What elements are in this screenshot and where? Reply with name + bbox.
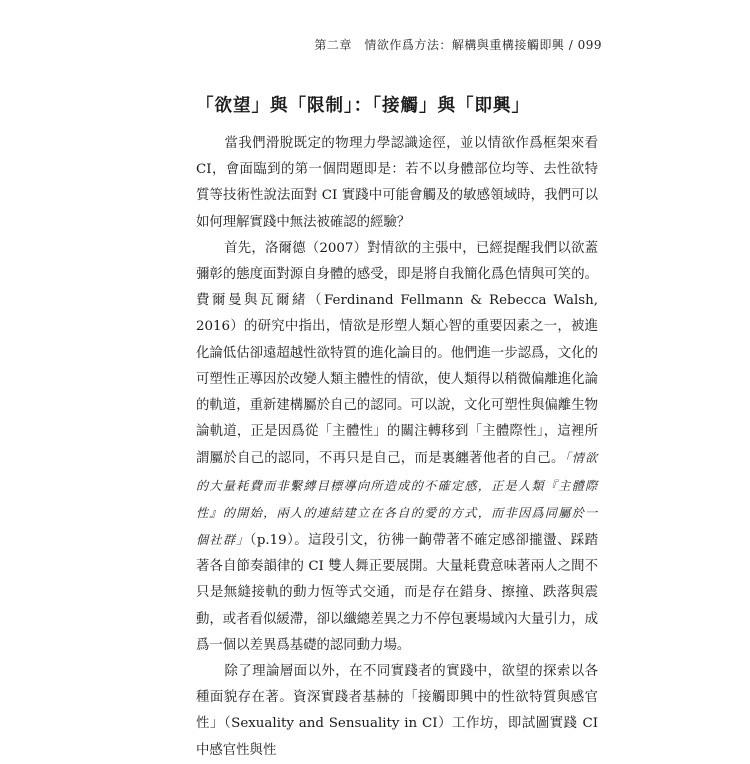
running-head: 第二章 情欲作爲方法：解構與重構接觸即興 / 099 [314,38,602,52]
paragraph-2-continuation: （p.19）。這段引文，彷彿一齣帶著不確定感卻攏盪、踩踏著各自節奏韻律的 CI 雙人舞正要展開。大量耗費意味著兩人之間不只是無縫接軌的動力恆等式交通，而是存在錯身、擦撞、跌落與震動，或者看似緩滯，卻以纖總差異之力不停包裹場域內大量引力，成爲一個以差異爲基礎的認同動力場。 [196,533,599,653]
body-text [196,131,598,764]
paragraph-1 [196,131,598,236]
paragraph-3-text: 除了理論層面以外，在不同實踐者的實踐中，欲望的探索以各種面貌存在著。資深實踐者基赫的「接觸即興中的性欲特質與感官性」（Sexuality and Sensuality in CI）工作坊，即試圖實踐 CI 中感官性與性 [196,664,598,758]
paragraph-2-text: 首先，洛爾德（2007）對情欲的主張中，已經提醒我們以欲蓋彌彰的態度面對源自身體的感受，即是將自我簡化爲色情與可笑的。費爾曼與瓦爾緒（Ferdinand Fellmann & Rebecca Walsh, 2016）的研究中指出，情欲是形塑人類心智的重要因素之一，被進化論低估卻遠超越性欲特質的進化論目的。他們進一步認爲，文化的可塑性正導因於改變人類主體性的情欲，使人類得以稍微偏離進化論的軌道，重新建構屬於自己的認同。可以說，文化可塑性與偏離生物論軌道，正是因爲從「主體性」的關注轉移到「主體際性」，這裡所謂屬於自己的認同，不再只是自己，而是裏纏著他者的自己。 [196,240,598,467]
inline-quotation: 「情欲的大量耗費而非繫縛目標導向所造成的不確定感，正是人類『主體際性』的開始，兩人的連結建立在各自的愛的方式，而非因爲同屬於一個社群」 [196,451,598,548]
paragraph-3 [196,659,598,764]
section-title: 「欲望」與「限制」：「接觸」與「即興」 [196,96,530,116]
paragraph-1-text: 當我們滑脫既定的物理力學認識途徑，並以情欲作爲框架來看CI，會面臨到的第一個問題即是：若不以身體部位均等、去性欲特質等技術性說法面對 CI 實踐中可能會觸及的敏感領域時，我們可以如何理解實踐中無法被確認的經驗？ [196,136,598,230]
paragraph-2 [196,236,598,659]
